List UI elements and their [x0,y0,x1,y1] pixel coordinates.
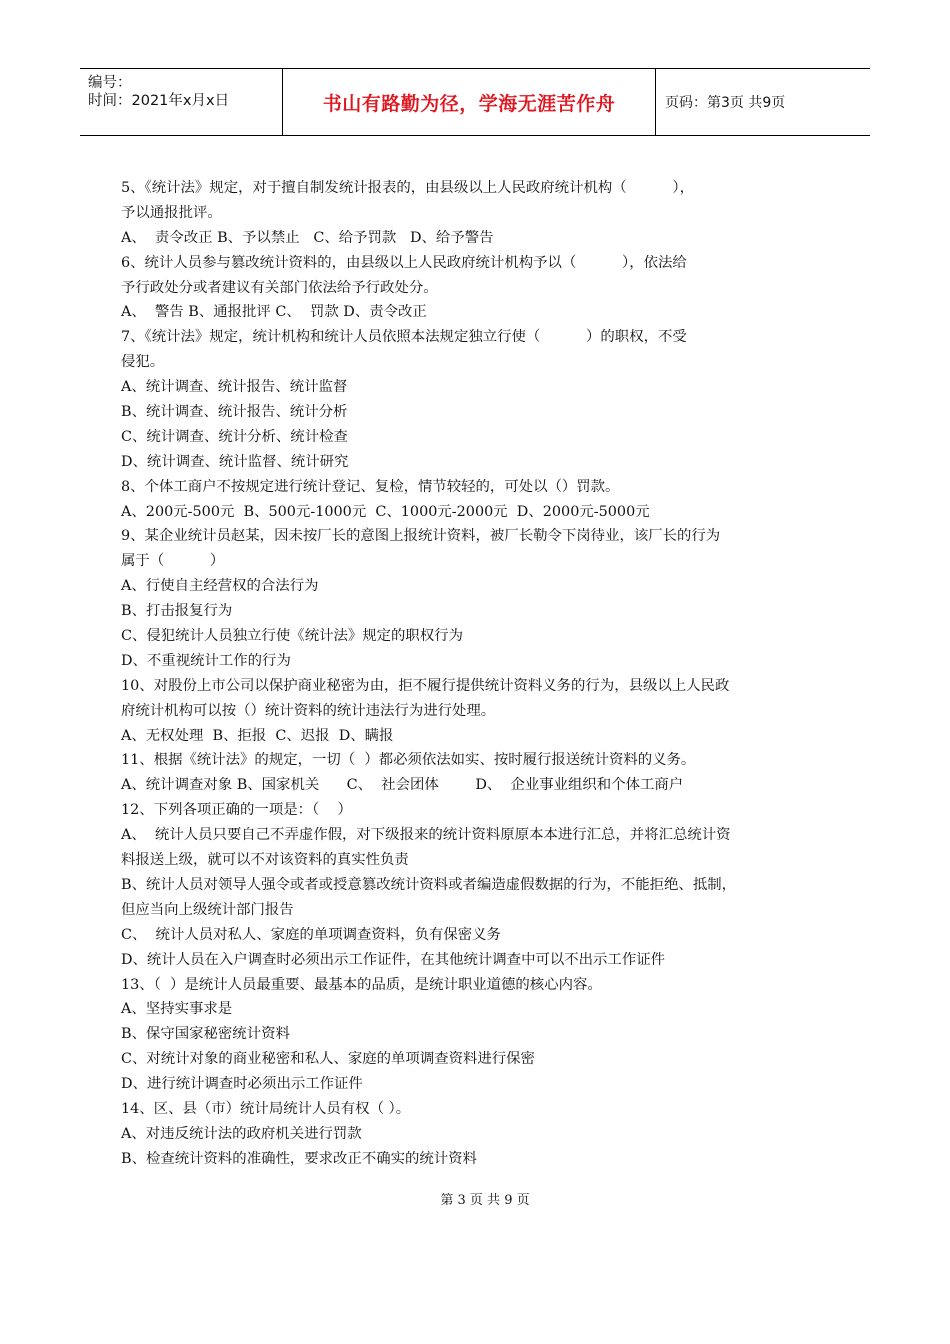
text-line: A、对违反统计法的政府机关进行罚款 [121,1125,362,1142]
text-line: A、统计调查、统计报告、统计监督 [121,379,348,396]
text-line: A、无权处理 B、拒报 C、迟报 D、瞒报 [121,727,394,744]
text-line: 府统计机构可以按（）统计资料的统计违法行为进行处理。 [121,702,496,719]
text-line: D、统计人员在入户调查时必须出示工作证件，在其他统计调查中可以不出示工作证件 [121,951,665,968]
text-line: 13、（ ）是统计人员最重要、最基本的品质，是统计职业道德的核心内容。 [121,976,602,993]
header-meta [80,69,283,135]
text-line: B、检查统计资料的准确性，要求改正不确实的统计资料 [121,1150,477,1167]
text-line: 5、《统计法》规定，对于擅自制发统计报表的，由县级以上人民政府统计机构（ ）， [121,180,694,196]
text-line: A、 统计人员只要自己不弄虚作假，对下级报来的统计资料原原本本进行汇总，并将汇总统计资 [121,827,731,844]
text-line: 11、根据《统计法》的规定，一切（ ）都必须依法如实、按时履行报送统计资料的义务。 [121,752,696,769]
text-line: 10、对股份上市公司以保护商业秘密为由，拒不履行提供统计资料义务的行为，县级以上人民政 [121,677,730,694]
text-line: C、 统计人员对私人、家庭的单项调查资料，负有保密义务 [121,926,501,943]
text-line: 9、某企业统计员赵某，因未按厂长的意图上报统计资料，被厂长勒令下岗待业，该厂长的行为 [121,528,721,545]
text-line: 8、个体工商户不按规定进行统计登记、复检，情节较轻的，可处以（）罚款。 [121,478,620,495]
text-line: C、对统计对象的商业秘密和私人、家庭的单项调查资料进行保密 [121,1051,535,1068]
page-header [80,68,870,136]
text-line: 但应当向上级统计部门报告 [121,901,294,918]
text-line: 14、区、县（市）统计局统计人员有权（ ）。 [121,1100,411,1117]
text-line: B、保守国家秘密统计资料 [121,1026,290,1043]
text-line: 侵犯。 [121,354,165,371]
text-line: 7、《统计法》规定，统计机构和统计人员依照本法规定独立行使（ ）的职权，不受 [121,329,687,346]
text-line: A、 警告 B、通报批评 C、 罚款 D、责令改正 [121,304,427,321]
text-line: 属于（ ） [121,553,225,570]
text-line: D、进行统计调查时必须出示工作证件 [121,1076,363,1093]
text-line: 予行政处分或者建议有关部门依法给予行政处分。 [121,279,438,296]
text-line: B、打击报复行为 [121,603,233,620]
text-line: A、坚持实事求是 [121,1001,233,1018]
text-line: B、统计人员对领导人强令或者或授意篡改统计资料或者编造虚假数据的行为，不能拒绝、抵制， [121,876,736,893]
question-body [121,176,833,1172]
text-line: A、统计调查对象 B、国家机关 C、 社会团体 D、 企业事业组织和个体工商户 [121,777,684,794]
header-motto: 书山有路勤为径，学海无涯苦作舟 [283,69,656,135]
header-page-code: 页码：第3页 共9页 [665,95,786,111]
text-line: 6、统计人员参与篡改统计资料的，由县级以上人民政府统计机构予以（ ），依法给 [121,254,687,271]
text-line: 予以通报批评。 [121,204,222,221]
document-time-label: 时间：2021年x月x日 [88,93,230,109]
page-footer: 第 3 页 共 9 页 [440,1193,530,1208]
document-number-label: 编号： [88,75,132,91]
text-line: A、行使自主经营权的合法行为 [121,578,319,595]
text-line: A、 责令改正 B、予以禁止 C、给予罚款 D、给予警告 [121,229,494,246]
text-line: D、不重视统计工作的行为 [121,652,291,669]
text-line: A、200元-500元 B、500元-1000元 C、1000元-2000元 D、2000元-5000元 [121,503,650,520]
text-line: 料报送上级，就可以不对该资料的真实性负责 [121,852,409,869]
text-line: B、统计调查、统计报告、统计分析 [121,404,348,421]
text-line: C、统计调查、统计分析、统计检查 [121,428,348,445]
text-line: C、侵犯统计人员独立行使《统计法》规定的职权行为 [121,628,463,645]
text-line: D、统计调查、统计监督、统计研究 [121,453,349,470]
text-line: 12、下列各项正确的一项是：（ ） [121,802,352,819]
